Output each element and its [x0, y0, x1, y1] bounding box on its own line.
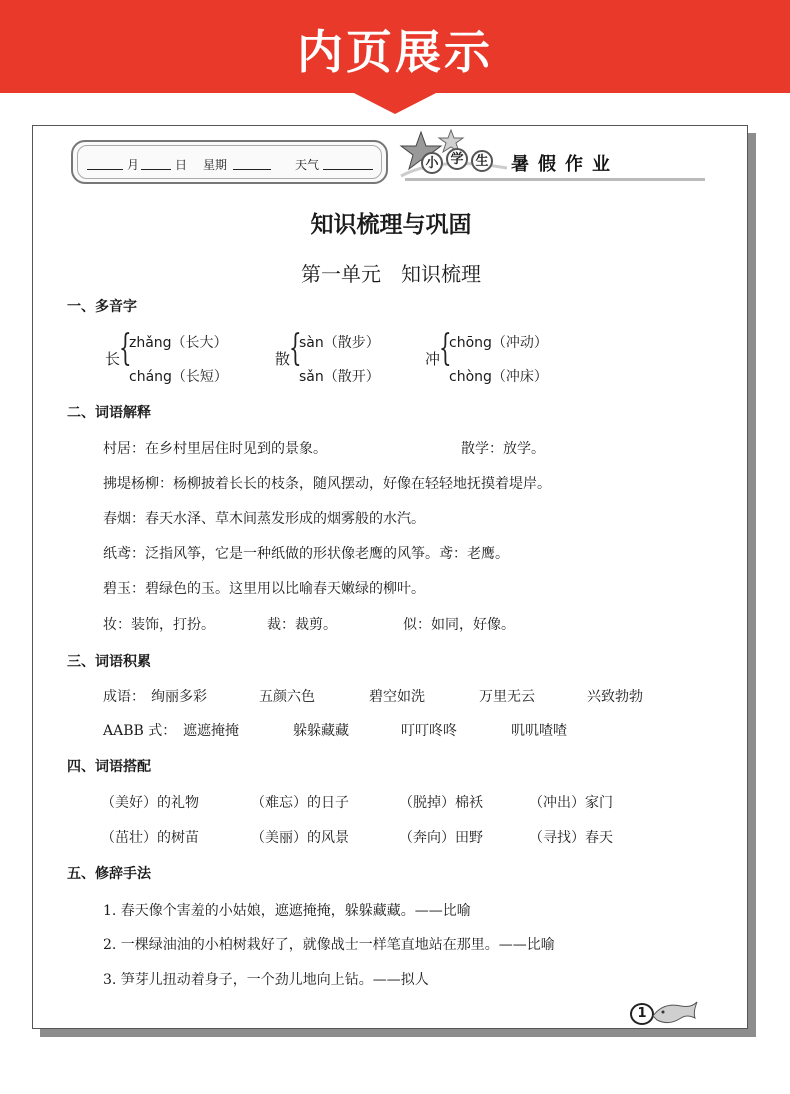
unit-title: 第一单元 知识梳理	[301, 262, 481, 286]
section-heading-rhetoric: 五、修辞手法	[67, 866, 151, 882]
poly-char: 冲	[425, 350, 441, 368]
weather-label: 天气	[295, 158, 320, 172]
date-box	[71, 140, 388, 184]
aabb-word: 叮叮咚咚	[401, 723, 457, 739]
explanation-line: 春烟：春天水泽、草木间蒸发形成的烟雾般的水汽。	[103, 511, 425, 527]
brace-icon: {	[289, 328, 302, 369]
banner-arrow	[352, 92, 438, 114]
brace-icon: {	[439, 328, 452, 369]
day-label: 日	[175, 158, 188, 172]
idiom-label: 成语：	[103, 689, 145, 705]
poly-reading: cháng（长短）	[129, 369, 228, 385]
explanation-line: 拂堤杨柳：杨柳披着长长的枝条，随风摆动，好像在轻轻地抚摸着堤岸。	[103, 476, 551, 492]
weekday-label: 星期	[203, 158, 228, 172]
section-heading-explanations: 二、词语解释	[67, 405, 151, 421]
section-heading-vocabulary: 三、词语积累	[67, 654, 151, 670]
poly-reading: zhǎng（长大）	[129, 335, 228, 351]
explanation-line: 似：如同，好像。	[403, 617, 515, 633]
poly-reading: chōng（冲动）	[449, 335, 548, 351]
collocation: （脱掉）棉袄	[399, 795, 483, 811]
explanation-line: 散学：放学。	[461, 441, 545, 457]
rhetoric-item: 2. 一棵绿油油的小柏树栽好了，就像战士一样笔直地站在那里。——比喻	[103, 937, 555, 953]
page-number: 1	[630, 1003, 654, 1025]
aabb-word: 叽叽喳喳	[511, 723, 567, 739]
page-title: 知识梳理与巩固	[310, 211, 472, 238]
aabb-label: AABB 式：	[103, 723, 177, 739]
collocation: （难忘）的日子	[251, 795, 349, 811]
workbook-page	[32, 125, 748, 1029]
month-label: 月	[127, 158, 140, 172]
idiom: 碧空如洗	[369, 689, 425, 705]
explanation-line: 村居：在乡村里居住时见到的景象。	[103, 441, 327, 457]
collocation: （美丽）的风景	[251, 830, 349, 846]
brand-char-1: 小	[421, 152, 443, 174]
poly-reading: chòng（冲床）	[449, 369, 548, 385]
explanation-line: 碧玉：碧绿色的玉。这里用以比喻春天嫩绿的柳叶。	[103, 581, 425, 597]
dolphin-icon	[651, 998, 699, 1028]
collocation: （冲出）家门	[529, 795, 613, 811]
brand-subtitle: 暑假作业	[511, 154, 619, 175]
section-heading-polyphonic: 一、多音字	[67, 299, 137, 315]
poly-reading: sàn（散步）	[299, 335, 380, 351]
brand-char-2: 学	[446, 148, 468, 170]
collocation: （寻找）春天	[529, 830, 613, 846]
section-heading-collocations: 四、词语搭配	[67, 759, 151, 775]
aabb-word: 遮遮掩掩	[183, 723, 239, 739]
collocation: （茁壮）的树苗	[101, 830, 199, 846]
banner-title: 内页展示	[297, 25, 493, 79]
idiom: 五颜六色	[259, 689, 315, 705]
idiom: 万里无云	[479, 689, 535, 705]
explanation-line: 纸鸢：泛指风筝，它是一种纸做的形状像老鹰的风筝。鸢：老鹰。	[103, 546, 509, 562]
explanation-line: 妆：装饰，打扮。	[103, 617, 215, 633]
collocation: （美好）的礼物	[101, 795, 199, 811]
rhetoric-item: 3. 笋芽儿扭动着身子，一个劲儿地向上钻。——拟人	[103, 972, 429, 988]
rhetoric-item: 1. 春天像个害羞的小姑娘，遮遮掩掩，躲躲藏藏。——比喻	[103, 903, 471, 919]
poly-reading: sǎn（散开）	[299, 369, 380, 385]
explanation-line: 裁：裁剪。	[267, 617, 337, 633]
collocation: （奔向）田野	[399, 830, 483, 846]
brace-icon: {	[119, 328, 132, 369]
poly-char: 散	[275, 350, 291, 368]
poly-char: 长	[105, 350, 121, 368]
idiom: 兴致勃勃	[587, 689, 643, 705]
aabb-word: 躲躲藏藏	[293, 723, 349, 739]
brand-char-3: 生	[471, 150, 493, 172]
idiom: 绚丽多彩	[151, 689, 207, 705]
